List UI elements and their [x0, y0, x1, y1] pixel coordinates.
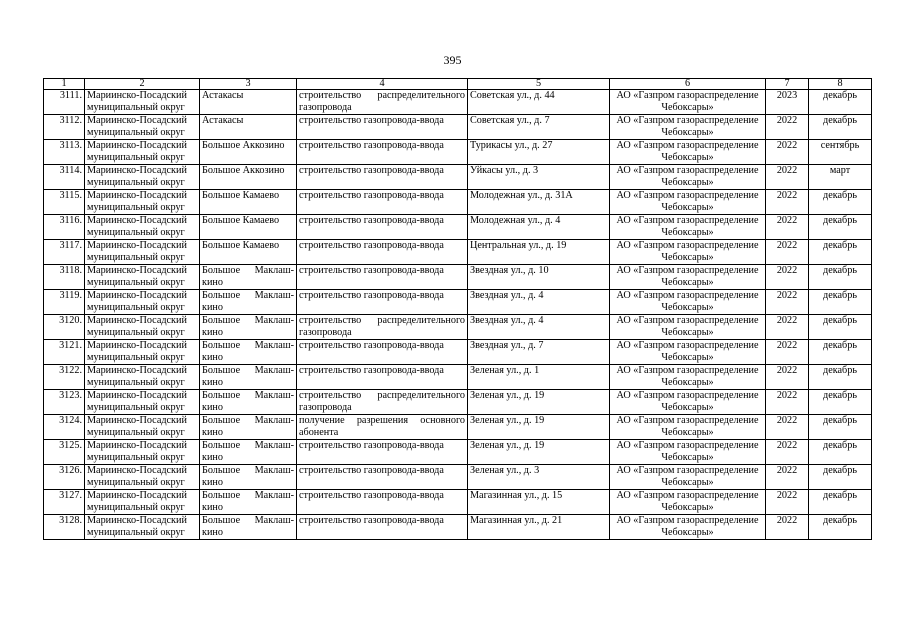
- district-cell: Мариинско-Посадский муниципальный округ: [85, 315, 200, 340]
- month-cell: декабрь: [809, 290, 872, 315]
- organization-cell: АО «Газпром газораспределение Чебоксары»: [610, 165, 766, 190]
- month-cell: декабрь: [809, 390, 872, 415]
- row-number-cell: 3114.: [44, 165, 85, 190]
- table-row: [44, 190, 872, 215]
- work-type-cell: строительство распределительного газопровода: [297, 315, 468, 340]
- work-type-cell: строительство газопровода-ввода: [297, 140, 468, 165]
- work-type-cell: строительство газопровода-ввода: [297, 215, 468, 240]
- year-cell: 2022: [766, 115, 809, 140]
- year-cell: 2022: [766, 440, 809, 465]
- table-row: [44, 115, 872, 140]
- month-cell: декабрь: [809, 440, 872, 465]
- month-cell: декабрь: [809, 465, 872, 490]
- month-cell: декабрь: [809, 365, 872, 390]
- table-row: [44, 265, 872, 290]
- header-cell-settlement: 3: [200, 79, 297, 90]
- gasification-table: [43, 78, 872, 540]
- row-number-cell: 3120.: [44, 315, 85, 340]
- month-cell: декабрь: [809, 240, 872, 265]
- organization-cell: АО «Газпром газораспределение Чебоксары»: [610, 515, 766, 540]
- settlement-cell: Большое Маклаш-кино: [200, 365, 297, 390]
- organization-cell: АО «Газпром газораспределение Чебоксары»: [610, 465, 766, 490]
- address-cell: Советская ул., д. 44: [468, 90, 610, 115]
- address-cell: Уйкасы ул., д. 3: [468, 165, 610, 190]
- address-cell: Магазинная ул., д. 21: [468, 515, 610, 540]
- settlement-cell: Большое Аккозино: [200, 140, 297, 165]
- month-cell: декабрь: [809, 265, 872, 290]
- year-cell: 2022: [766, 365, 809, 390]
- address-cell: Молодежная ул., д. 4: [468, 215, 610, 240]
- header-cell-number: 1: [44, 79, 85, 90]
- table-row: [44, 315, 872, 340]
- organization-cell: АО «Газпром газораспределение Чебоксары»: [610, 265, 766, 290]
- row-number-cell: 3122.: [44, 365, 85, 390]
- header-cell-month: 8: [809, 79, 872, 90]
- district-cell: Мариинско-Посадский муниципальный округ: [85, 290, 200, 315]
- row-number-cell: 3124.: [44, 415, 85, 440]
- row-number-cell: 3115.: [44, 190, 85, 215]
- organization-cell: АО «Газпром газораспределение Чебоксары»: [610, 315, 766, 340]
- year-cell: 2022: [766, 415, 809, 440]
- organization-cell: АО «Газпром газораспределение Чебоксары»: [610, 340, 766, 365]
- table-body: [44, 90, 872, 540]
- page-number: 395: [443, 53, 462, 67]
- work-type-cell: строительство распределительного газопровода: [297, 390, 468, 415]
- organization-cell: АО «Газпром газораспределение Чебоксары»: [610, 115, 766, 140]
- table-row: [44, 140, 872, 165]
- settlement-cell: Большое Маклаш-кино: [200, 440, 297, 465]
- row-number-cell: 3119.: [44, 290, 85, 315]
- year-cell: 2022: [766, 465, 809, 490]
- work-type-cell: строительство газопровода-ввода: [297, 115, 468, 140]
- organization-cell: АО «Газпром газораспределение Чебоксары»: [610, 490, 766, 515]
- settlement-cell: Большое Маклаш-кино: [200, 290, 297, 315]
- settlement-cell: Большое Маклаш-кино: [200, 340, 297, 365]
- year-cell: 2022: [766, 165, 809, 190]
- district-cell: Мариинско-Посадский муниципальный округ: [85, 515, 200, 540]
- row-number-cell: 3127.: [44, 490, 85, 515]
- year-cell: 2022: [766, 390, 809, 415]
- header-cell-address: 5: [468, 79, 610, 90]
- year-cell: 2022: [766, 290, 809, 315]
- month-cell: декабрь: [809, 190, 872, 215]
- work-type-cell: строительство газопровода-ввода: [297, 165, 468, 190]
- settlement-cell: Большое Маклаш-кино: [200, 415, 297, 440]
- header-cell-organization: 6: [610, 79, 766, 90]
- year-cell: 2022: [766, 490, 809, 515]
- year-cell: 2022: [766, 515, 809, 540]
- settlement-cell: Большое Камаево: [200, 240, 297, 265]
- month-cell: декабрь: [809, 115, 872, 140]
- settlement-cell: Большое Аккозино: [200, 165, 297, 190]
- year-cell: 2022: [766, 140, 809, 165]
- month-cell: декабрь: [809, 340, 872, 365]
- settlement-cell: Большое Маклаш-кино: [200, 515, 297, 540]
- settlement-cell: Астакасы: [200, 115, 297, 140]
- row-number-cell: 3111.: [44, 90, 85, 115]
- district-cell: Мариинско-Посадский муниципальный округ: [85, 390, 200, 415]
- address-cell: Звездная ул., д. 7: [468, 340, 610, 365]
- settlement-cell: Большое Маклаш-кино: [200, 490, 297, 515]
- table-row: [44, 515, 872, 540]
- organization-cell: АО «Газпром газораспределение Чебоксары»: [610, 190, 766, 215]
- district-cell: Мариинско-Посадский муниципальный округ: [85, 340, 200, 365]
- month-cell: декабрь: [809, 90, 872, 115]
- district-cell: Мариинско-Посадский муниципальный округ: [85, 465, 200, 490]
- month-cell: сентябрь: [809, 140, 872, 165]
- row-number-cell: 3112.: [44, 115, 85, 140]
- table-row: [44, 290, 872, 315]
- row-number-cell: 3125.: [44, 440, 85, 465]
- work-type-cell: строительство газопровода-ввода: [297, 240, 468, 265]
- work-type-cell: строительство газопровода-ввода: [297, 490, 468, 515]
- settlement-cell: Астакасы: [200, 90, 297, 115]
- settlement-cell: Большое Маклаш-кино: [200, 390, 297, 415]
- header-cell-work: 4: [297, 79, 468, 90]
- table-row: [44, 490, 872, 515]
- row-number-cell: 3121.: [44, 340, 85, 365]
- header-cell-year: 7: [766, 79, 809, 90]
- work-type-cell: строительство газопровода-ввода: [297, 465, 468, 490]
- work-type-cell: строительство газопровода-ввода: [297, 265, 468, 290]
- settlement-cell: Большое Маклаш-кино: [200, 315, 297, 340]
- district-cell: Мариинско-Посадский муниципальный округ: [85, 265, 200, 290]
- work-type-cell: строительство газопровода-ввода: [297, 515, 468, 540]
- row-number-cell: 3118.: [44, 265, 85, 290]
- year-cell: 2022: [766, 240, 809, 265]
- address-cell: Звездная ул., д. 4: [468, 315, 610, 340]
- year-cell: 2023: [766, 90, 809, 115]
- year-cell: 2022: [766, 215, 809, 240]
- table-row: [44, 415, 872, 440]
- settlement-cell: Большое Маклаш-кино: [200, 465, 297, 490]
- address-cell: Зеленая ул., д. 19: [468, 390, 610, 415]
- address-cell: Магазинная ул., д. 15: [468, 490, 610, 515]
- header-cell-district: 2: [85, 79, 200, 90]
- year-cell: 2022: [766, 315, 809, 340]
- settlement-cell: Большое Маклаш-кино: [200, 265, 297, 290]
- table-header-row: [44, 79, 872, 90]
- district-cell: Мариинско-Посадский муниципальный округ: [85, 215, 200, 240]
- district-cell: Мариинско-Посадский муниципальный округ: [85, 440, 200, 465]
- address-cell: Центральная ул., д. 19: [468, 240, 610, 265]
- row-number-cell: 3128.: [44, 515, 85, 540]
- district-cell: Мариинско-Посадский муниципальный округ: [85, 490, 200, 515]
- work-type-cell: строительство газопровода-ввода: [297, 440, 468, 465]
- year-cell: 2022: [766, 340, 809, 365]
- row-number-cell: 3117.: [44, 240, 85, 265]
- table-row: [44, 90, 872, 115]
- district-cell: Мариинско-Посадский муниципальный округ: [85, 240, 200, 265]
- table-row: [44, 465, 872, 490]
- organization-cell: АО «Газпром газораспределение Чебоксары»: [610, 90, 766, 115]
- district-cell: Мариинско-Посадский муниципальный округ: [85, 415, 200, 440]
- row-number-cell: 3116.: [44, 215, 85, 240]
- work-type-cell: строительство распределительного газопровода: [297, 90, 468, 115]
- district-cell: Мариинско-Посадский муниципальный округ: [85, 115, 200, 140]
- table-row: [44, 240, 872, 265]
- month-cell: декабрь: [809, 490, 872, 515]
- district-cell: Мариинско-Посадский муниципальный округ: [85, 90, 200, 115]
- address-cell: Зеленая ул., д. 19: [468, 415, 610, 440]
- settlement-cell: Большое Камаево: [200, 215, 297, 240]
- organization-cell: АО «Газпром газораспределение Чебоксары»: [610, 215, 766, 240]
- organization-cell: АО «Газпром газораспределение Чебоксары»: [610, 365, 766, 390]
- address-cell: Звездная ул., д. 10: [468, 265, 610, 290]
- work-type-cell: строительство газопровода-ввода: [297, 340, 468, 365]
- organization-cell: АО «Газпром газораспределение Чебоксары»: [610, 390, 766, 415]
- month-cell: декабрь: [809, 215, 872, 240]
- row-number-cell: 3113.: [44, 140, 85, 165]
- table-row: [44, 390, 872, 415]
- month-cell: декабрь: [809, 415, 872, 440]
- district-cell: Мариинско-Посадский муниципальный округ: [85, 190, 200, 215]
- address-cell: Зеленая ул., д. 19: [468, 440, 610, 465]
- year-cell: 2022: [766, 190, 809, 215]
- work-type-cell: получение разрешения основного абонента: [297, 415, 468, 440]
- row-number-cell: 3123.: [44, 390, 85, 415]
- address-cell: Звездная ул., д. 4: [468, 290, 610, 315]
- row-number-cell: 3126.: [44, 465, 85, 490]
- table-row: [44, 440, 872, 465]
- work-type-cell: строительство газопровода-ввода: [297, 290, 468, 315]
- work-type-cell: строительство газопровода-ввода: [297, 190, 468, 215]
- month-cell: март: [809, 165, 872, 190]
- address-cell: Советская ул., д. 7: [468, 115, 610, 140]
- district-cell: Мариинско-Посадский муниципальный округ: [85, 365, 200, 390]
- district-cell: Мариинско-Посадский муниципальный округ: [85, 140, 200, 165]
- organization-cell: АО «Газпром газораспределение Чебоксары»: [610, 415, 766, 440]
- table-row: [44, 215, 872, 240]
- address-cell: Молодежная ул., д. 31А: [468, 190, 610, 215]
- address-cell: Зеленая ул., д. 1: [468, 365, 610, 390]
- table-row: [44, 340, 872, 365]
- organization-cell: АО «Газпром газораспределение Чебоксары»: [610, 290, 766, 315]
- organization-cell: АО «Газпром газораспределение Чебоксары»: [610, 140, 766, 165]
- district-cell: Мариинско-Посадский муниципальный округ: [85, 165, 200, 190]
- year-cell: 2022: [766, 265, 809, 290]
- month-cell: декабрь: [809, 515, 872, 540]
- table-row: [44, 165, 872, 190]
- organization-cell: АО «Газпром газораспределение Чебоксары»: [610, 440, 766, 465]
- work-type-cell: строительство газопровода-ввода: [297, 365, 468, 390]
- address-cell: Зеленая ул., д. 3: [468, 465, 610, 490]
- settlement-cell: Большое Камаево: [200, 190, 297, 215]
- table-row: [44, 365, 872, 390]
- month-cell: декабрь: [809, 315, 872, 340]
- address-cell: Турикасы ул., д. 27: [468, 140, 610, 165]
- organization-cell: АО «Газпром газораспределение Чебоксары»: [610, 240, 766, 265]
